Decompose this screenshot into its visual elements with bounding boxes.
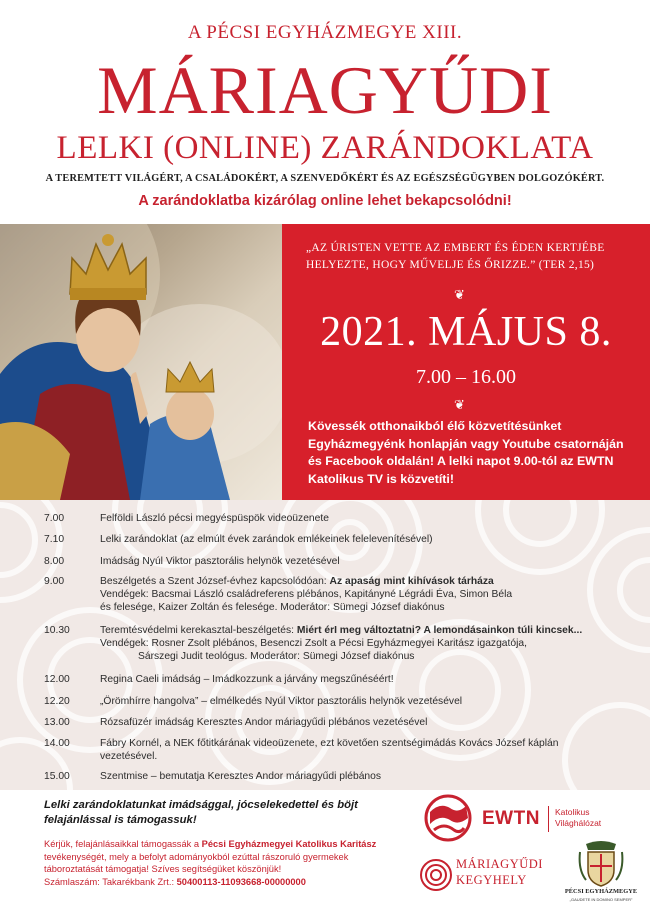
broadcast-info: Kövessék otthonaikból élő közvetítésünket Egyházmegyénk honlapján vagy Youtube csatornáján és Facebook oldalán! A lelki napot 9.00-tól az EWTN Katolikus TV is közvetíti! xyxy=(308,419,624,486)
schedule-time: 14.00 xyxy=(44,738,70,749)
schedule-text: Beszélgetés a Szent József-évhez kapcsolódóan: xyxy=(100,576,327,587)
schedule-text: Rózsafüzér imádság Keresztes Andor máriagyűdi plébános vezetésével xyxy=(100,717,428,728)
schedule-text: Lelki zarándoklat (az elmúlt évek zarándok emlékeinek felelevenítésével) xyxy=(100,534,433,545)
schedule-text: Fábry Kornél, a NEK főtitkárának videoüzenete, ezt követően szentségimádás Kovács József káplán xyxy=(100,738,559,749)
account-label: Számlaszám: Takarékbank Zrt.: xyxy=(44,876,177,887)
ewtn-tagline-2: Világhálózat xyxy=(555,818,602,828)
schedule-text: Teremtésvédelmi kerekasztal-beszélgetés: xyxy=(100,625,295,636)
ewtn-tagline xyxy=(555,807,601,829)
statue-illustration xyxy=(0,224,282,500)
donation-body: tevékenységét, mely a befolyt adományokból ezúttal rászoruló gyermekek táboroztatását támogatja! Szíves segítségüket köszönjük! xyxy=(44,851,349,875)
donation-intro: Kérjük, felajánlásaikkal támogassák a xyxy=(44,839,202,849)
schedule-text: Szentmise – bemutatja Keresztes Andor máriagyűdi plébános xyxy=(100,771,382,782)
bible-quote: „AZ ÚRISTEN VETTE AZ EMBERT ÉS ÉDEN KERTJÉBE HELYEZTE, HOGY MŰVELJE ÉS ŐRIZZE.” (TER 2,15) xyxy=(306,242,605,271)
schedule-guests-cont: és felesége, Kaizer Zoltán és felesége. Moderátor: Sümegi József diakónus xyxy=(100,602,445,613)
event-date: 2021. MÁJUS 8. xyxy=(320,309,612,355)
ornament-icon: ❦ xyxy=(454,288,465,303)
header xyxy=(0,0,650,224)
schedule-time: 8.00 xyxy=(44,556,65,567)
globe-icon xyxy=(420,792,476,844)
kegyhely-name xyxy=(456,856,543,888)
schedule-text: Regina Caeli imádság – Imádkozzunk a járvány megszűnéséért! xyxy=(100,674,394,685)
schedule-text: „Örömhírre hangolva” – elmélkedés Nyúl Viktor pasztorális helynök vezetésével xyxy=(100,696,463,707)
event-panel xyxy=(282,224,650,500)
madonna-statue-photo xyxy=(0,224,282,500)
ornament-icon: ❦ xyxy=(454,398,465,413)
schedule-time: 9.00 xyxy=(44,576,65,587)
schedule-guests-cont: Sárszegi Judit teológus. Moderátor: Sümegi József diakónus xyxy=(138,651,415,662)
ewtn-tagline-1: Katolikus xyxy=(555,807,590,817)
ewtn-wordmark: EWTN xyxy=(482,808,540,829)
schedule-highlight: Miért érI meg változtatni? A lemondásainkon túli kincsek... xyxy=(296,625,583,636)
schedule-guests: Vendégek: Bacsmai László családreferens plébános, Kapitányné Légrádi Éva, Simon Béla xyxy=(100,589,513,600)
diocese-logo xyxy=(556,840,646,912)
schedule-text-cont: vezetésével. xyxy=(100,751,158,762)
subtitle: LELKI (ONLINE) ZARÁNDOKLATA xyxy=(56,130,594,166)
dedication: A TEREMTETT VILÁGÉRT, A CSALÁDOKÉRT, A SZENVEDŐKÉRT ÉS AZ EGÉSZSÉGÜGYBEN DOLGOZÓKÉRT. xyxy=(45,173,605,184)
schedule-time: 13.00 xyxy=(44,717,70,728)
schedule-time: 15.00 xyxy=(44,771,70,782)
diocese-name: PÉCSI EGYHÁZMEGYE xyxy=(564,888,638,895)
donation-text xyxy=(44,838,389,888)
event-time: 7.00 – 16.00 xyxy=(416,366,516,388)
account-number: 50400113-11093668-00000000 xyxy=(176,876,306,887)
support-appeal: Lelki zarándoklatunkat imádsággal, jócselekedettel és böjt felajánlással is támogassuk! xyxy=(44,799,358,826)
schedule-time: 7.10 xyxy=(44,534,65,545)
supertitle: A PÉCSI EGYHÁZMEGYE XIII. xyxy=(187,22,463,43)
diocese-motto: „GAUDETE IN DOMINO SEMPER” xyxy=(569,897,633,902)
kegyhely-line-2: KEGYHELY xyxy=(456,873,527,887)
logo-divider xyxy=(548,806,549,832)
schedule-time: 12.20 xyxy=(44,696,70,707)
schedule-highlight: Az apaság mint kihívások tárháza xyxy=(329,576,494,587)
schedule-guests: Vendégek: Rosner Zsolt plébános, Besenczi Zsolt a Pécsi Egyházmegyei Karitász igazgatója, xyxy=(100,638,527,649)
charity-name: Pécsi Egyházmegyei Katolikus Karitász xyxy=(201,839,377,849)
kegyhely-line-1: MÁRIAGYŰDI xyxy=(456,857,543,871)
ewtn-logo xyxy=(420,792,645,844)
coat-of-arms-icon xyxy=(578,840,624,888)
schedule-time: 12.00 xyxy=(44,674,70,685)
schedule-time: 10.30 xyxy=(44,625,70,636)
schedule-text: Imádság Nyúl Viktor pasztorális helynök vezetésével xyxy=(100,556,340,567)
rose-emblem-icon xyxy=(420,858,452,892)
schedule-time: 7.00 xyxy=(44,513,65,524)
main-title: MÁRIAGYŰDI xyxy=(97,52,553,128)
online-note: A zarándoklatba kizárólag online lehet bekapcsolódni! xyxy=(138,193,512,209)
kegyhely-logo xyxy=(420,852,560,902)
schedule-text: Felföldi László pécsi megyéspüspök videoüzenete xyxy=(100,513,329,524)
